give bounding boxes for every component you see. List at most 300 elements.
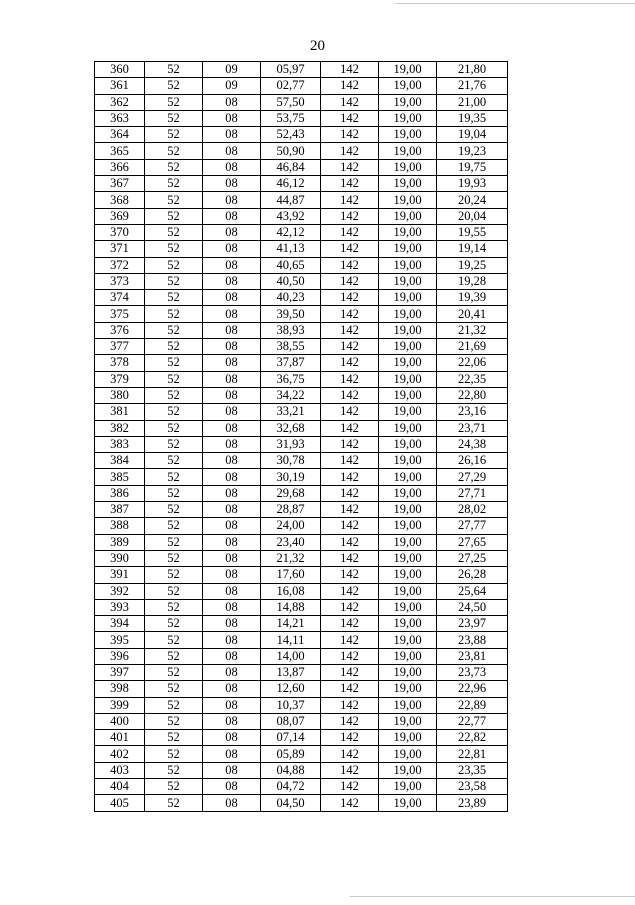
seconds-lat-cell: 13,87 [261, 664, 321, 680]
degrees-lon-cell: 142 [321, 290, 379, 306]
degrees-lon-cell: 142 [321, 469, 379, 485]
seconds-lat-cell: 23,40 [261, 534, 321, 550]
degrees-lon-cell: 142 [321, 176, 379, 192]
minutes-lon-cell: 19,00 [379, 632, 437, 648]
seconds-lat-cell: 46,12 [261, 176, 321, 192]
degrees-lat-cell: 52 [145, 176, 203, 192]
minutes-lat-cell: 08 [203, 779, 261, 795]
minutes-lon-cell: 19,00 [379, 224, 437, 240]
point-number-cell: 377 [95, 339, 145, 355]
minutes-lat-cell: 08 [203, 387, 261, 403]
seconds-lat-cell: 29,68 [261, 485, 321, 501]
minutes-lon-cell: 19,00 [379, 355, 437, 371]
seconds-lon-cell: 21,80 [437, 62, 508, 78]
seconds-lat-cell: 34,22 [261, 387, 321, 403]
table-row [95, 583, 508, 599]
seconds-lon-cell: 22,89 [437, 697, 508, 713]
point-number-cell: 401 [95, 730, 145, 746]
minutes-lat-cell: 08 [203, 355, 261, 371]
minutes-lon-cell: 19,00 [379, 257, 437, 273]
minutes-lat-cell: 08 [203, 518, 261, 534]
degrees-lat-cell: 52 [145, 518, 203, 534]
seconds-lat-cell: 46,84 [261, 159, 321, 175]
seconds-lat-cell: 14,21 [261, 616, 321, 632]
degrees-lon-cell: 142 [321, 730, 379, 746]
seconds-lat-cell: 05,89 [261, 746, 321, 762]
degrees-lat-cell: 52 [145, 648, 203, 664]
seconds-lat-cell: 04,88 [261, 762, 321, 778]
minutes-lon-cell: 19,00 [379, 159, 437, 175]
degrees-lon-cell: 142 [321, 713, 379, 729]
point-number-cell: 365 [95, 143, 145, 159]
seconds-lon-cell: 19,75 [437, 159, 508, 175]
degrees-lon-cell: 142 [321, 273, 379, 289]
seconds-lat-cell: 04,50 [261, 795, 321, 811]
seconds-lon-cell: 25,64 [437, 583, 508, 599]
degrees-lat-cell: 52 [145, 387, 203, 403]
table-row [95, 681, 508, 697]
minutes-lon-cell: 19,00 [379, 306, 437, 322]
degrees-lat-cell: 52 [145, 110, 203, 126]
minutes-lon-cell: 19,00 [379, 110, 437, 126]
seconds-lat-cell: 42,12 [261, 224, 321, 240]
table-row [95, 208, 508, 224]
point-number-cell: 378 [95, 355, 145, 371]
degrees-lat-cell: 52 [145, 257, 203, 273]
point-number-cell: 368 [95, 192, 145, 208]
point-number-cell: 363 [95, 110, 145, 126]
degrees-lon-cell: 142 [321, 485, 379, 501]
point-number-cell: 383 [95, 436, 145, 452]
point-number-cell: 366 [95, 159, 145, 175]
minutes-lat-cell: 08 [203, 192, 261, 208]
seconds-lat-cell: 38,55 [261, 339, 321, 355]
minutes-lon-cell: 19,00 [379, 697, 437, 713]
minutes-lat-cell: 08 [203, 534, 261, 550]
seconds-lon-cell: 21,69 [437, 339, 508, 355]
point-number-cell: 376 [95, 322, 145, 338]
seconds-lon-cell: 19,04 [437, 127, 508, 143]
degrees-lat-cell: 52 [145, 632, 203, 648]
seconds-lon-cell: 22,82 [437, 730, 508, 746]
degrees-lat-cell: 52 [145, 290, 203, 306]
table-row [95, 176, 508, 192]
minutes-lat-cell: 08 [203, 371, 261, 387]
seconds-lon-cell: 23,73 [437, 664, 508, 680]
seconds-lon-cell: 19,93 [437, 176, 508, 192]
seconds-lat-cell: 12,60 [261, 681, 321, 697]
minutes-lat-cell: 08 [203, 599, 261, 615]
minutes-lon-cell: 19,00 [379, 387, 437, 403]
minutes-lon-cell: 19,00 [379, 436, 437, 452]
point-number-cell: 364 [95, 127, 145, 143]
minutes-lon-cell: 19,00 [379, 273, 437, 289]
minutes-lat-cell: 08 [203, 616, 261, 632]
table-row [95, 779, 508, 795]
minutes-lon-cell: 19,00 [379, 290, 437, 306]
point-number-cell: 388 [95, 518, 145, 534]
minutes-lat-cell: 08 [203, 648, 261, 664]
minutes-lat-cell: 08 [203, 436, 261, 452]
degrees-lat-cell: 52 [145, 779, 203, 795]
degrees-lat-cell: 52 [145, 485, 203, 501]
seconds-lat-cell: 43,92 [261, 208, 321, 224]
degrees-lon-cell: 142 [321, 62, 379, 78]
minutes-lon-cell: 19,00 [379, 746, 437, 762]
degrees-lon-cell: 142 [321, 453, 379, 469]
seconds-lon-cell: 27,65 [437, 534, 508, 550]
table-row [95, 355, 508, 371]
point-number-cell: 391 [95, 567, 145, 583]
minutes-lat-cell: 08 [203, 290, 261, 306]
table-row [95, 469, 508, 485]
minutes-lon-cell: 19,00 [379, 502, 437, 518]
table-row [95, 502, 508, 518]
seconds-lat-cell: 30,78 [261, 453, 321, 469]
table-row [95, 534, 508, 550]
point-number-cell: 395 [95, 632, 145, 648]
degrees-lon-cell: 142 [321, 648, 379, 664]
table-row [95, 110, 508, 126]
degrees-lon-cell: 142 [321, 583, 379, 599]
table-row [95, 159, 508, 175]
minutes-lat-cell: 08 [203, 159, 261, 175]
table-row [95, 62, 508, 78]
minutes-lon-cell: 19,00 [379, 550, 437, 566]
table-row [95, 550, 508, 566]
table-row [95, 273, 508, 289]
table-row [95, 713, 508, 729]
minutes-lat-cell: 08 [203, 502, 261, 518]
seconds-lat-cell: 57,50 [261, 94, 321, 110]
minutes-lon-cell: 19,00 [379, 192, 437, 208]
seconds-lon-cell: 27,25 [437, 550, 508, 566]
seconds-lat-cell: 04,72 [261, 779, 321, 795]
minutes-lon-cell: 19,00 [379, 371, 437, 387]
table-row [95, 143, 508, 159]
seconds-lon-cell: 27,77 [437, 518, 508, 534]
minutes-lat-cell: 08 [203, 241, 261, 257]
table-row [95, 616, 508, 632]
minutes-lon-cell: 19,00 [379, 208, 437, 224]
table-row [95, 322, 508, 338]
seconds-lon-cell: 23,89 [437, 795, 508, 811]
point-number-cell: 369 [95, 208, 145, 224]
minutes-lon-cell: 19,00 [379, 469, 437, 485]
seconds-lat-cell: 41,13 [261, 241, 321, 257]
point-number-cell: 384 [95, 453, 145, 469]
minutes-lon-cell: 19,00 [379, 339, 437, 355]
table-row [95, 697, 508, 713]
seconds-lon-cell: 27,71 [437, 485, 508, 501]
point-number-cell: 361 [95, 78, 145, 94]
degrees-lon-cell: 142 [321, 697, 379, 713]
seconds-lon-cell: 21,76 [437, 78, 508, 94]
seconds-lon-cell: 22,96 [437, 681, 508, 697]
degrees-lon-cell: 142 [321, 127, 379, 143]
seconds-lon-cell: 23,81 [437, 648, 508, 664]
minutes-lat-cell: 08 [203, 681, 261, 697]
degrees-lat-cell: 52 [145, 616, 203, 632]
table-row [95, 404, 508, 420]
degrees-lon-cell: 142 [321, 664, 379, 680]
minutes-lon-cell: 19,00 [379, 583, 437, 599]
seconds-lon-cell: 19,35 [437, 110, 508, 126]
degrees-lon-cell: 142 [321, 795, 379, 811]
degrees-lon-cell: 142 [321, 355, 379, 371]
seconds-lon-cell: 22,80 [437, 387, 508, 403]
minutes-lon-cell: 19,00 [379, 779, 437, 795]
seconds-lon-cell: 19,23 [437, 143, 508, 159]
seconds-lat-cell: 38,93 [261, 322, 321, 338]
minutes-lon-cell: 19,00 [379, 681, 437, 697]
table-row [95, 746, 508, 762]
degrees-lat-cell: 52 [145, 404, 203, 420]
minutes-lon-cell: 19,00 [379, 648, 437, 664]
degrees-lon-cell: 142 [321, 159, 379, 175]
degrees-lat-cell: 52 [145, 550, 203, 566]
minutes-lat-cell: 09 [203, 62, 261, 78]
minutes-lat-cell: 08 [203, 420, 261, 436]
point-number-cell: 379 [95, 371, 145, 387]
minutes-lat-cell: 08 [203, 257, 261, 273]
seconds-lon-cell: 19,14 [437, 241, 508, 257]
minutes-lon-cell: 19,00 [379, 616, 437, 632]
seconds-lat-cell: 10,37 [261, 697, 321, 713]
degrees-lat-cell: 52 [145, 339, 203, 355]
minutes-lat-cell: 08 [203, 664, 261, 680]
minutes-lon-cell: 19,00 [379, 518, 437, 534]
degrees-lon-cell: 142 [321, 322, 379, 338]
point-number-cell: 398 [95, 681, 145, 697]
point-number-cell: 372 [95, 257, 145, 273]
point-number-cell: 405 [95, 795, 145, 811]
seconds-lat-cell: 40,23 [261, 290, 321, 306]
degrees-lon-cell: 142 [321, 632, 379, 648]
degrees-lat-cell: 52 [145, 127, 203, 143]
minutes-lat-cell: 08 [203, 795, 261, 811]
degrees-lat-cell: 52 [145, 159, 203, 175]
point-number-cell: 381 [95, 404, 145, 420]
degrees-lon-cell: 142 [321, 306, 379, 322]
seconds-lat-cell: 24,00 [261, 518, 321, 534]
point-number-cell: 362 [95, 94, 145, 110]
seconds-lon-cell: 22,81 [437, 746, 508, 762]
seconds-lat-cell: 44,87 [261, 192, 321, 208]
point-number-cell: 390 [95, 550, 145, 566]
degrees-lat-cell: 52 [145, 192, 203, 208]
minutes-lat-cell: 08 [203, 127, 261, 143]
table-row [95, 436, 508, 452]
point-number-cell: 397 [95, 664, 145, 680]
minutes-lat-cell: 08 [203, 404, 261, 420]
minutes-lat-cell: 08 [203, 632, 261, 648]
degrees-lat-cell: 52 [145, 469, 203, 485]
point-number-cell: 396 [95, 648, 145, 664]
minutes-lat-cell: 08 [203, 322, 261, 338]
point-number-cell: 399 [95, 697, 145, 713]
table-row [95, 78, 508, 94]
degrees-lat-cell: 52 [145, 583, 203, 599]
seconds-lon-cell: 23,88 [437, 632, 508, 648]
degrees-lon-cell: 142 [321, 762, 379, 778]
table-row [95, 387, 508, 403]
degrees-lat-cell: 52 [145, 746, 203, 762]
seconds-lat-cell: 36,75 [261, 371, 321, 387]
minutes-lon-cell: 19,00 [379, 94, 437, 110]
seconds-lon-cell: 21,00 [437, 94, 508, 110]
degrees-lat-cell: 52 [145, 208, 203, 224]
minutes-lat-cell: 08 [203, 224, 261, 240]
seconds-lon-cell: 23,71 [437, 420, 508, 436]
point-number-cell: 385 [95, 469, 145, 485]
table-row [95, 257, 508, 273]
table-row [95, 94, 508, 110]
degrees-lon-cell: 142 [321, 387, 379, 403]
minutes-lat-cell: 08 [203, 469, 261, 485]
degrees-lon-cell: 142 [321, 779, 379, 795]
minutes-lat-cell: 08 [203, 730, 261, 746]
seconds-lat-cell: 40,50 [261, 273, 321, 289]
seconds-lon-cell: 23,97 [437, 616, 508, 632]
table-row [95, 795, 508, 811]
minutes-lon-cell: 19,00 [379, 567, 437, 583]
point-number-cell: 375 [95, 306, 145, 322]
table-row [95, 518, 508, 534]
minutes-lat-cell: 08 [203, 176, 261, 192]
degrees-lat-cell: 52 [145, 224, 203, 240]
seconds-lat-cell: 37,87 [261, 355, 321, 371]
seconds-lon-cell: 20,41 [437, 306, 508, 322]
table-row [95, 599, 508, 615]
point-number-cell: 382 [95, 420, 145, 436]
seconds-lat-cell: 33,21 [261, 404, 321, 420]
seconds-lat-cell: 39,50 [261, 306, 321, 322]
point-number-cell: 394 [95, 616, 145, 632]
minutes-lat-cell: 08 [203, 713, 261, 729]
point-number-cell: 403 [95, 762, 145, 778]
degrees-lat-cell: 52 [145, 713, 203, 729]
seconds-lon-cell: 20,24 [437, 192, 508, 208]
minutes-lon-cell: 19,00 [379, 176, 437, 192]
degrees-lon-cell: 142 [321, 518, 379, 534]
seconds-lon-cell: 28,02 [437, 502, 508, 518]
table-row [95, 567, 508, 583]
degrees-lat-cell: 52 [145, 795, 203, 811]
minutes-lat-cell: 08 [203, 762, 261, 778]
minutes-lon-cell: 19,00 [379, 453, 437, 469]
minutes-lon-cell: 19,00 [379, 420, 437, 436]
degrees-lon-cell: 142 [321, 567, 379, 583]
minutes-lat-cell: 08 [203, 550, 261, 566]
table-body [95, 62, 508, 812]
degrees-lon-cell: 142 [321, 110, 379, 126]
degrees-lat-cell: 52 [145, 241, 203, 257]
table-row [95, 730, 508, 746]
table-row [95, 339, 508, 355]
seconds-lon-cell: 24,50 [437, 599, 508, 615]
seconds-lon-cell: 19,55 [437, 224, 508, 240]
degrees-lon-cell: 142 [321, 192, 379, 208]
degrees-lon-cell: 142 [321, 616, 379, 632]
seconds-lat-cell: 53,75 [261, 110, 321, 126]
seconds-lat-cell: 31,93 [261, 436, 321, 452]
seconds-lon-cell: 20,04 [437, 208, 508, 224]
seconds-lat-cell: 07,14 [261, 730, 321, 746]
seconds-lon-cell: 19,39 [437, 290, 508, 306]
minutes-lat-cell: 09 [203, 78, 261, 94]
degrees-lat-cell: 52 [145, 322, 203, 338]
seconds-lon-cell: 24,38 [437, 436, 508, 452]
degrees-lat-cell: 52 [145, 453, 203, 469]
point-number-cell: 393 [95, 599, 145, 615]
seconds-lat-cell: 28,87 [261, 502, 321, 518]
seconds-lat-cell: 21,32 [261, 550, 321, 566]
degrees-lat-cell: 52 [145, 502, 203, 518]
table-row [95, 241, 508, 257]
minutes-lon-cell: 19,00 [379, 485, 437, 501]
degrees-lon-cell: 142 [321, 534, 379, 550]
point-number-cell: 360 [95, 62, 145, 78]
seconds-lon-cell: 23,16 [437, 404, 508, 420]
seconds-lon-cell: 22,35 [437, 371, 508, 387]
degrees-lat-cell: 52 [145, 273, 203, 289]
seconds-lon-cell: 22,77 [437, 713, 508, 729]
table-row [95, 648, 508, 664]
seconds-lon-cell: 26,16 [437, 453, 508, 469]
seconds-lat-cell: 02,77 [261, 78, 321, 94]
degrees-lon-cell: 142 [321, 550, 379, 566]
minutes-lat-cell: 08 [203, 143, 261, 159]
minutes-lat-cell: 08 [203, 208, 261, 224]
point-number-cell: 387 [95, 502, 145, 518]
scan-line-bottom [350, 896, 635, 897]
seconds-lat-cell: 08,07 [261, 713, 321, 729]
point-number-cell: 380 [95, 387, 145, 403]
minutes-lat-cell: 08 [203, 583, 261, 599]
table-row [95, 664, 508, 680]
scan-line-top [395, 3, 635, 4]
degrees-lat-cell: 52 [145, 355, 203, 371]
degrees-lon-cell: 142 [321, 599, 379, 615]
degrees-lat-cell: 52 [145, 306, 203, 322]
minutes-lon-cell: 19,00 [379, 322, 437, 338]
degrees-lat-cell: 52 [145, 436, 203, 452]
degrees-lon-cell: 142 [321, 78, 379, 94]
seconds-lon-cell: 19,25 [437, 257, 508, 273]
seconds-lon-cell: 23,35 [437, 762, 508, 778]
minutes-lon-cell: 19,00 [379, 78, 437, 94]
degrees-lat-cell: 52 [145, 599, 203, 615]
minutes-lon-cell: 19,00 [379, 534, 437, 550]
minutes-lon-cell: 19,00 [379, 664, 437, 680]
seconds-lat-cell: 14,00 [261, 648, 321, 664]
table-row [95, 762, 508, 778]
degrees-lon-cell: 142 [321, 257, 379, 273]
point-number-cell: 392 [95, 583, 145, 599]
page-number: 20 [310, 38, 325, 54]
table-row [95, 290, 508, 306]
point-number-cell: 370 [95, 224, 145, 240]
minutes-lon-cell: 19,00 [379, 62, 437, 78]
seconds-lat-cell: 14,11 [261, 632, 321, 648]
degrees-lat-cell: 52 [145, 143, 203, 159]
minutes-lon-cell: 19,00 [379, 599, 437, 615]
minutes-lat-cell: 08 [203, 746, 261, 762]
table-row [95, 127, 508, 143]
table-row [95, 306, 508, 322]
degrees-lat-cell: 52 [145, 371, 203, 387]
